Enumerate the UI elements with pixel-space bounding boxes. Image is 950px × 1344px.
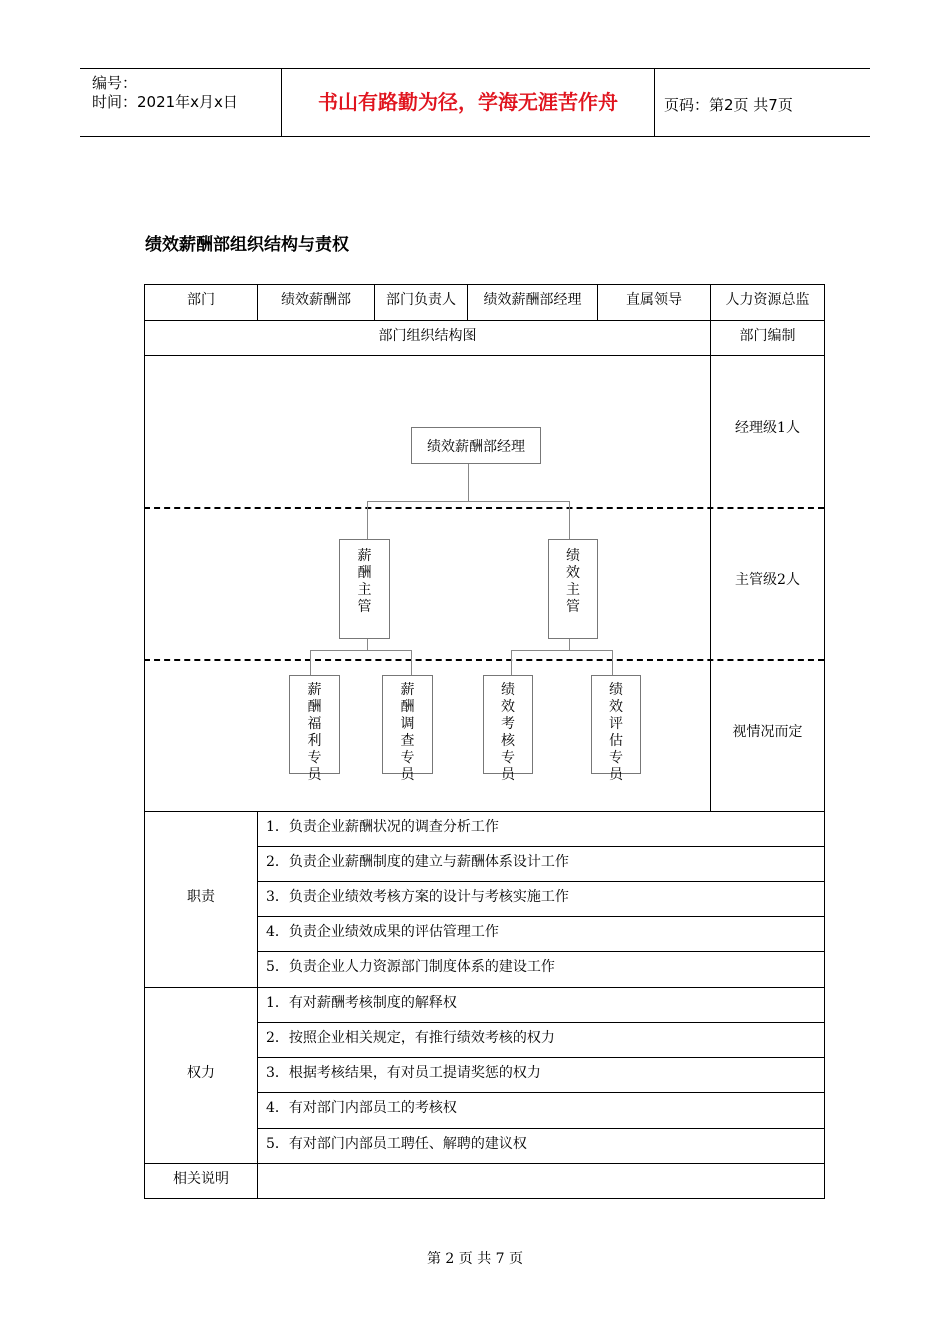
org-connector <box>367 501 569 502</box>
authority-item: 5．有对部门内部员工聘任、解聘的建议权 <box>266 1136 527 1152</box>
org-node-label: 薪 酬 调 查 专 员 <box>400 682 415 783</box>
table-rule <box>824 284 825 1198</box>
level-divider <box>144 507 824 509</box>
org-node-label: 薪 酬 福 利 专 员 <box>307 682 322 783</box>
org-connector <box>612 650 613 675</box>
authority-item: 2．按照企业相关规定，有推行绩效考核的权力 <box>266 1030 555 1046</box>
date-label: 时间：2021年x月x日 <box>92 93 238 111</box>
org-connector <box>367 501 368 539</box>
direct-leader-value: 人力资源总监 <box>725 292 810 308</box>
org-connector <box>511 650 612 651</box>
table-rule <box>144 355 824 356</box>
level-divider <box>144 659 824 661</box>
duties-label: 职责 <box>187 889 215 905</box>
org-node-label: 绩 效 主 管 <box>566 548 580 615</box>
org-connector <box>310 650 311 675</box>
dept-head-label: 部门负责人 <box>386 292 456 308</box>
org-connector <box>310 650 411 651</box>
org-connector <box>367 638 368 650</box>
duty-item: 3．负责企业绩效考核方案的设计与考核实施工作 <box>266 889 569 905</box>
org-chart-label: 部门组织结构图 <box>378 328 477 344</box>
authority-item: 3．根据考核结果，有对员工提请奖惩的权力 <box>266 1065 541 1081</box>
org-node-manager: 绩效薪酬部经理 <box>411 427 541 464</box>
page-title: 绩效薪酬部组织结构与责权 <box>145 235 349 255</box>
org-node-salary-survey-specialist <box>382 675 433 783</box>
header-divider <box>654 68 655 136</box>
notes-label: 相关说明 <box>173 1171 229 1187</box>
org-connector <box>569 501 570 539</box>
org-node-performance-appraisal-specialist <box>483 675 533 783</box>
page-label: 页码：第2页 共7页 <box>664 96 793 114</box>
org-connector <box>569 638 570 650</box>
header-bottom-rule <box>80 136 870 137</box>
notes-value <box>258 1163 824 1193</box>
duty-item: 5．负责企业人力资源部门制度体系的建设工作 <box>266 959 555 975</box>
dept-label: 部门 <box>187 292 215 308</box>
doc-number-label: 编号： <box>92 74 138 92</box>
authority-item: 1．有对薪酬考核制度的解释权 <box>266 995 457 1011</box>
header-motto: 书山有路勤为径，学海无涯苦作舟 <box>318 90 618 114</box>
duty-item: 4．负责企业绩效成果的评估管理工作 <box>266 924 499 940</box>
org-node-label: 薪 酬 主 管 <box>357 548 372 615</box>
staffing-manager-level: 经理级1人 <box>735 420 800 436</box>
dept-value: 绩效薪酬部 <box>281 292 351 308</box>
dept-head-value: 绩效薪酬部经理 <box>483 292 582 308</box>
org-node-salary-supervisor <box>339 539 390 639</box>
authority-label: 权力 <box>187 1065 215 1081</box>
staffing-label: 部门编制 <box>739 328 796 344</box>
org-node-label: 绩 效 评 估 专 员 <box>609 682 623 783</box>
authority-item: 4．有对部门内部员工的考核权 <box>266 1100 457 1116</box>
duty-item: 1．负责企业薪酬状况的调查分析工作 <box>266 819 499 835</box>
staffing-supervisor-level: 主管级2人 <box>735 572 800 588</box>
org-node-performance-evaluation-specialist <box>591 675 641 783</box>
table-rule <box>144 1198 825 1199</box>
org-connector <box>411 650 412 675</box>
duty-item: 2．负责企业薪酬制度的建立与薪酬体系设计工作 <box>266 854 569 870</box>
page-footer: 第 2 页 共 7 页 <box>426 1251 524 1267</box>
direct-leader-label: 直属领导 <box>626 292 682 308</box>
staffing-specialist-level: 视情况而定 <box>732 724 803 740</box>
org-connector <box>511 650 512 675</box>
org-node-salary-benefits-specialist <box>289 675 340 783</box>
org-connector <box>468 464 469 501</box>
org-node-label: 绩 效 考 核 专 员 <box>501 682 515 783</box>
org-node-performance-supervisor <box>548 539 598 639</box>
